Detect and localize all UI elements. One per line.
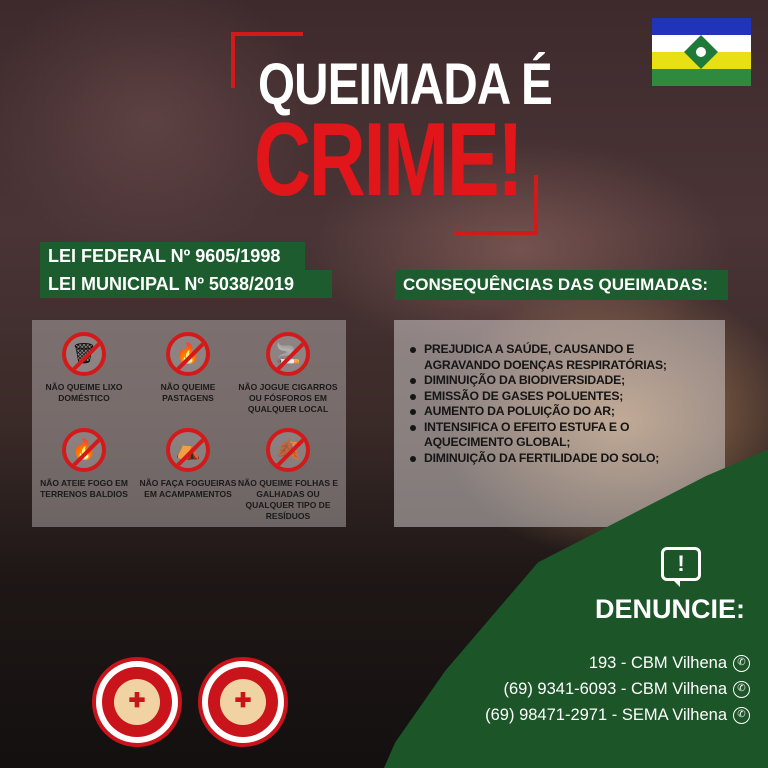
- prohibition-label: NÃO ATEIE FOGO EM TERRENOS BALDIOS: [40, 478, 128, 499]
- phone-icon: ✆: [733, 655, 750, 672]
- municipal-law-label: LEI MUNICIPAL Nº 5038/2019: [40, 270, 332, 298]
- fire-department-emblem-icon: ✚: [234, 690, 252, 712]
- prohibition-label: NÃO QUEIME FOLHAS E GALHADAS OU QUALQUER TIPO DE RESÍDUOS: [237, 478, 339, 521]
- prohibition-campfire: [136, 428, 240, 500]
- phone-icon: ✆: [733, 681, 750, 698]
- no-leaf-burning-icon: 🍂: [266, 428, 310, 472]
- cbm-rondonia-logo: [92, 657, 182, 747]
- list-item: DIMINUIÇÃO DA FERTILIDADE DO SOLO;: [408, 451, 713, 467]
- list-item: PREJUDICA A SAÚDE, CAUSANDO E AGRAVANDO DOENÇAS RESPIRATÓRIAS;: [408, 342, 713, 373]
- no-campfire-icon: ⛺: [166, 428, 210, 472]
- list-item: AUMENTO DA POLUIÇÃO DO AR;: [408, 404, 713, 420]
- contact-text: (69) 98471-2971 - SEMA Vilhena: [485, 706, 727, 724]
- prohibition-cigarette: [232, 332, 344, 415]
- fire-department-emblem-icon: ✚: [128, 690, 146, 712]
- prohibition-vacant-lot: [32, 428, 136, 500]
- contact-line: [485, 704, 750, 726]
- prohibition-label: NÃO JOGUE CIGARROS OU FÓSFOROS EM QUALQUER LOCAL: [238, 382, 338, 414]
- consequences-heading: CONSEQUÊNCIAS DAS QUEIMADAS:: [395, 270, 728, 300]
- prohibitions-panel: [32, 320, 346, 527]
- list-item: DIMINUIÇÃO DA BIODIVERSIDADE;: [408, 373, 713, 389]
- contact-line: [589, 652, 750, 674]
- flag-star-icon: [696, 47, 706, 57]
- vilhena-flag: [652, 18, 751, 86]
- headline-line-2: CRIME!: [254, 102, 522, 218]
- list-item: INTENSIFICA O EFEITO ESTUFA E O AQUECIMENTO GLOBAL;: [408, 420, 713, 451]
- no-trash-burning-icon: 🗑: [62, 332, 106, 376]
- prohibition-leaves: [232, 428, 344, 522]
- headline-line-1: QUEIMADA É: [258, 52, 552, 117]
- list-item: EMISSÃO DE GASES POLUENTES;: [408, 389, 713, 405]
- alert-message-icon: !: [661, 547, 701, 581]
- cbm-vilhena-logo: [198, 657, 288, 747]
- prohibition-trash: [32, 332, 136, 404]
- contact-line: [504, 678, 751, 700]
- no-pasture-burning-icon: 🔥: [166, 332, 210, 376]
- no-cigarette-icon: 🚬: [266, 332, 310, 376]
- report-heading: DENUNCIE:: [595, 594, 746, 624]
- prohibition-pasture: [136, 332, 240, 404]
- consequences-list: [408, 342, 713, 466]
- prohibition-label: NÃO FAÇA FOGUEIRAS EM ACAMPAMENTOS: [139, 478, 237, 499]
- prohibition-label: NÃO QUEIME LIXO DOMÉSTICO: [45, 382, 123, 403]
- contact-text: 193 - CBM Vilhena: [588, 654, 727, 672]
- no-fire-icon: 🔥: [62, 428, 106, 472]
- federal-law-label: LEI FEDERAL Nº 9605/1998: [40, 242, 305, 270]
- contact-text: (69) 9341-6093 - CBM Vilhena: [503, 680, 727, 698]
- prohibition-label: NÃO QUEIME PASTAGENS: [160, 382, 216, 403]
- phone-icon: ✆: [733, 707, 750, 724]
